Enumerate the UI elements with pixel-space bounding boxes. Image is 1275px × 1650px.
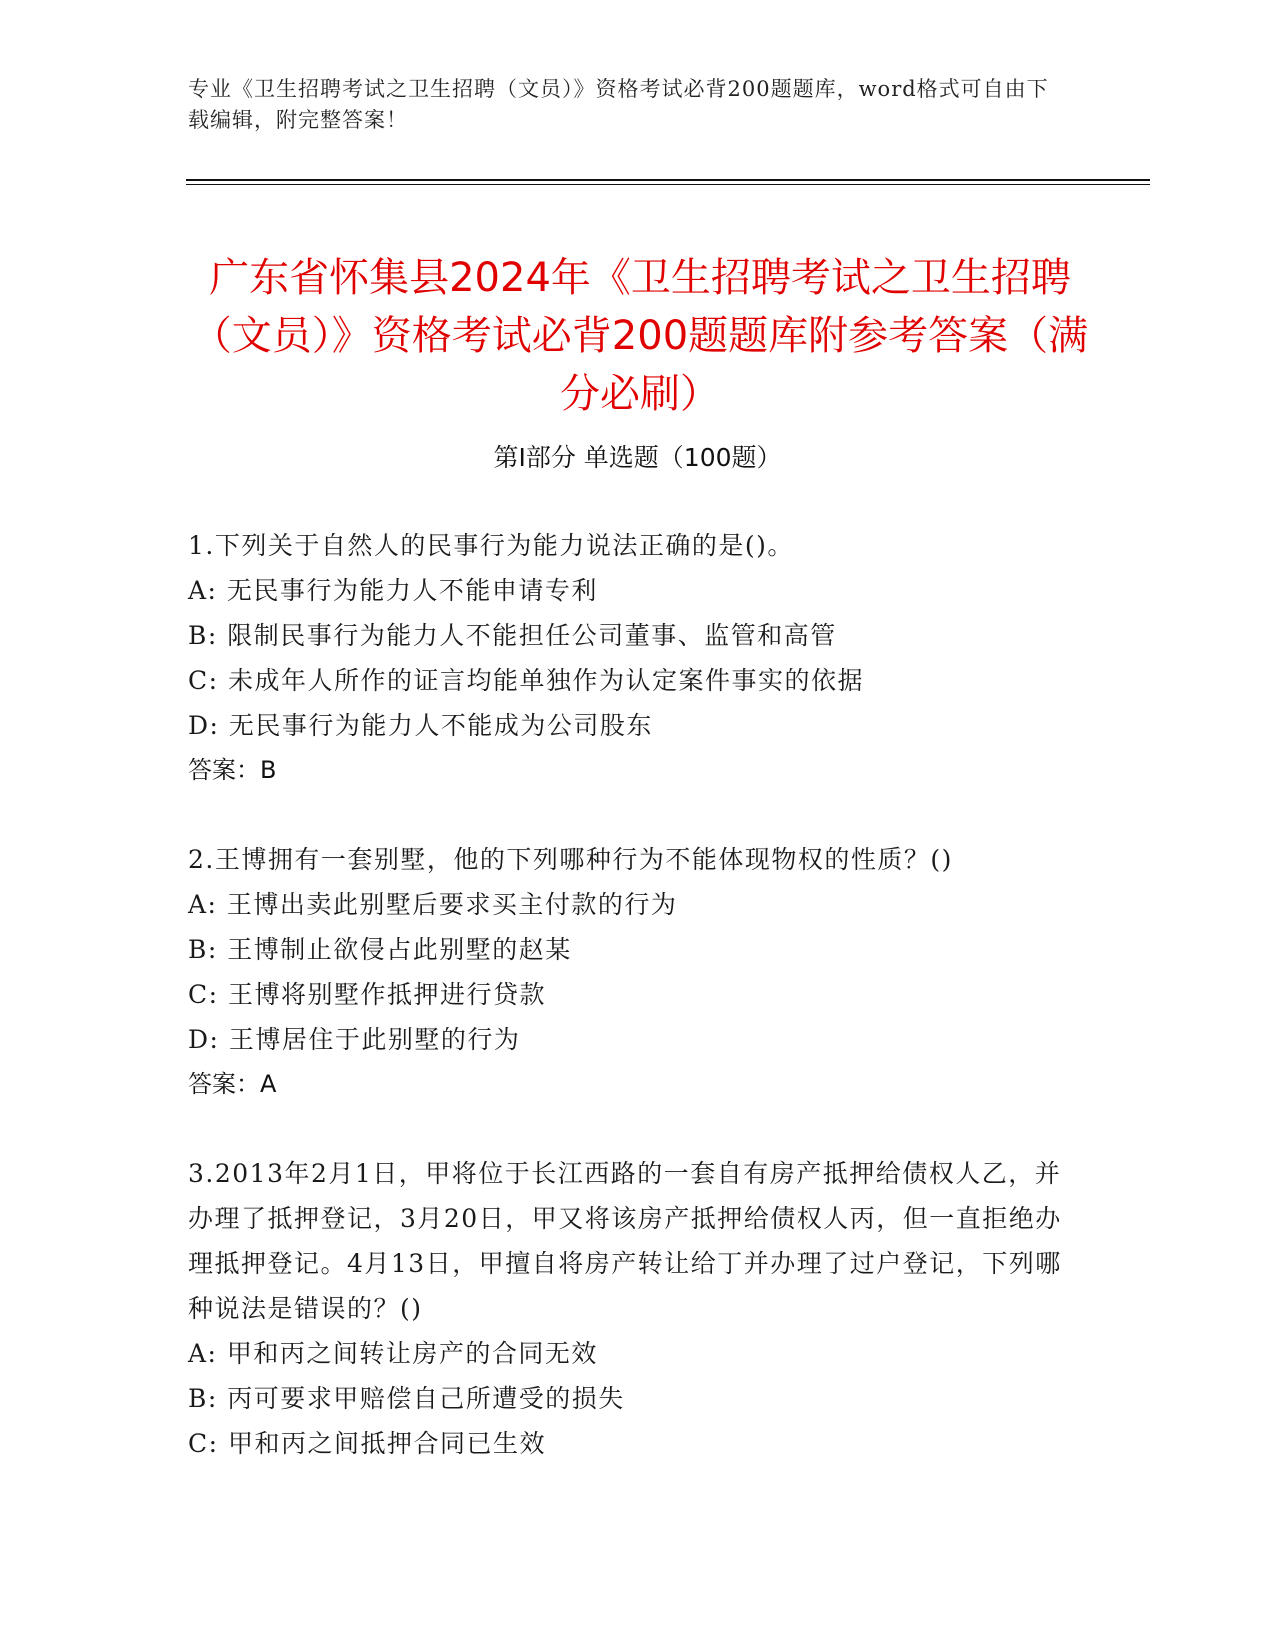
- option-c: C: 甲和丙之间抵押合同已生效: [188, 1429, 546, 1458]
- section-title: 第I部分 单选题（100题）: [493, 443, 782, 472]
- option-d: D: 王博居住于此别墅的行为: [188, 1025, 521, 1054]
- option-a: A: 无民事行为能力人不能申请专利: [188, 576, 598, 605]
- option-b: B: 丙可要求甲赔偿自己所遭受的损失: [188, 1384, 625, 1413]
- option-a: A: 王博出卖此别墅后要求买主付款的行为: [188, 890, 678, 919]
- header-rule-thin: [186, 184, 1150, 185]
- header-rule-thick: [186, 179, 1150, 181]
- header-note: 专业《卫生招聘考试之卫生招聘（文员）》资格考试必背200题题库，word格式可自由下载编辑，附完整答案！: [188, 77, 1049, 132]
- question-3: [188, 1151, 1068, 1466]
- option-c: C: 王博将别墅作抵押进行贷款: [188, 980, 546, 1009]
- question-stem: 1.下列关于自然人的民事行为能力说法正确的是()。: [188, 531, 794, 560]
- question-stem: 3.2013年2月1日，甲将位于长江西路的一套自有房产抵押给债权人乙，并办理了抵押登记，3月20日，甲又将该房产抵押给债权人丙，但一直拒绝办理抵押登记。4月13日，甲擅自将房产转让给丁并办理了过户登记，下列哪种说法是错误的？(): [188, 1159, 1062, 1323]
- option-a: A: 甲和丙之间转让房产的合同无效: [188, 1339, 598, 1368]
- option-b: B: 王博制止欲侵占此别墅的赵某: [188, 935, 572, 964]
- question-1: [188, 523, 1068, 793]
- question-stem: 2.王博拥有一套别墅，他的下列哪种行为不能体现物权的性质？(): [188, 845, 953, 874]
- option-b: B: 限制民事行为能力人不能担任公司董事、监管和高管: [188, 621, 837, 650]
- question-list: [188, 523, 1068, 1510]
- document-title: 广东省怀集县2024年《卫生招聘考试之卫生招聘（文员）》资格考试必背200题题库附参考答案（满分必刷）: [191, 254, 1089, 417]
- answer: 答案：A: [188, 1070, 277, 1098]
- option-d: D: 无民事行为能力人不能成为公司股东: [188, 711, 653, 740]
- question-2: [188, 837, 1068, 1107]
- answer: 答案：B: [188, 756, 277, 784]
- option-c: C: 未成年人所作的证言均能单独作为认定案件事实的依据: [188, 666, 865, 695]
